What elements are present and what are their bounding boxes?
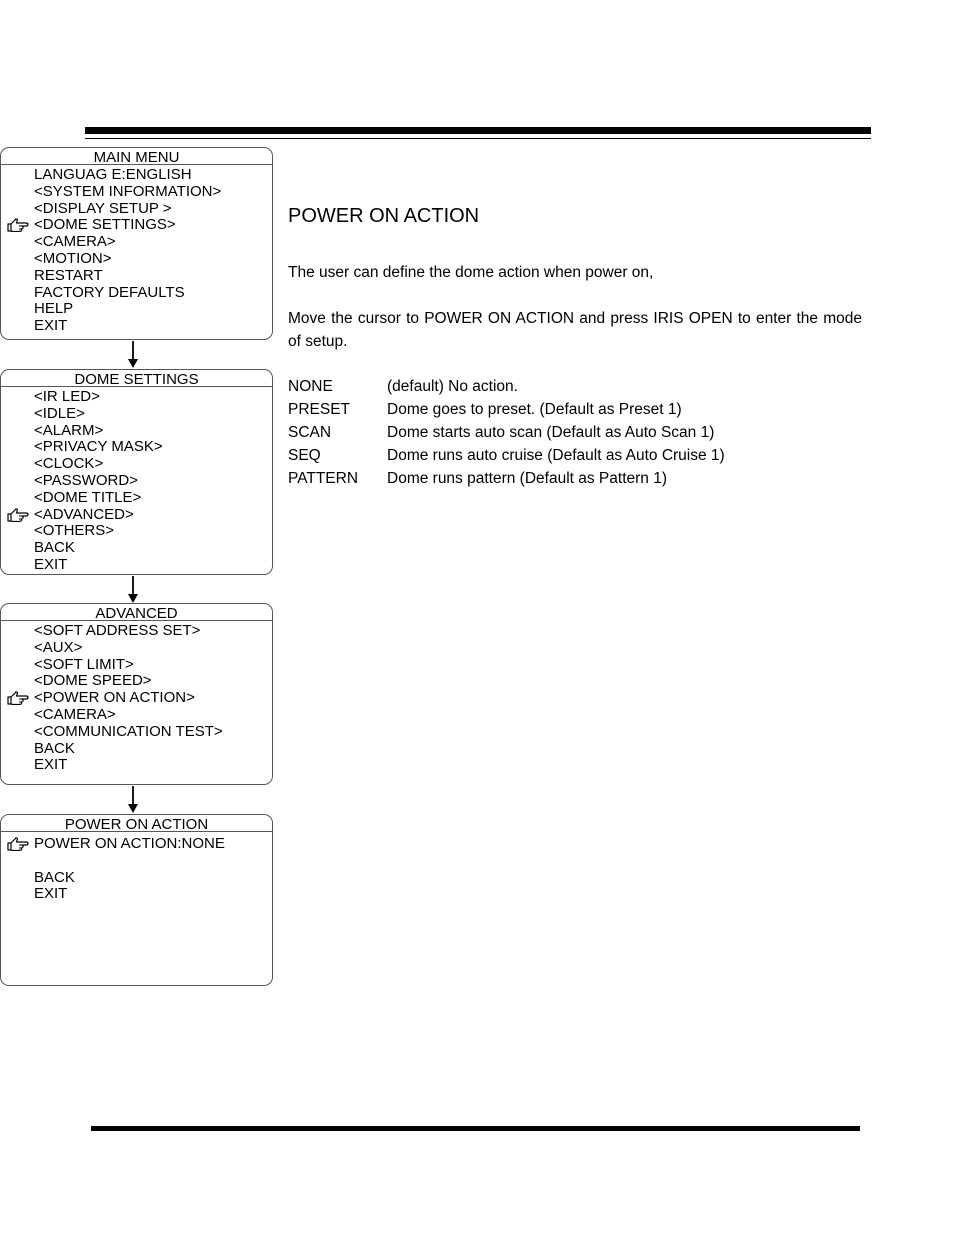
menu-item-label: <CAMERA> (34, 705, 116, 723)
menu-item-label: <ALARM> (34, 421, 104, 439)
advanced-menu-box (0, 603, 273, 785)
option-key: PATTERN (288, 470, 359, 487)
section-heading: POWER ON ACTION (288, 205, 480, 227)
menu-item[interactable] (34, 455, 272, 472)
footer-rule (91, 1126, 860, 1131)
menu-item-label: <SOFT LIMIT> (34, 655, 134, 673)
instruction-paragraph: Move the cursor to POWER ON ACTION and press IRIS OPEN to enter the mode of setup. (288, 310, 862, 350)
menu-item[interactable] (34, 869, 272, 886)
menu-item[interactable] (34, 539, 272, 556)
menu-item[interactable] (34, 405, 272, 422)
pointing-hand-icon (7, 837, 29, 851)
menu-item[interactable] (34, 723, 272, 740)
menu-item-label: EXIT (34, 885, 68, 903)
menu-item[interactable] (34, 522, 272, 539)
menu-item[interactable] (34, 672, 272, 689)
dome-settings-menu-box (0, 369, 273, 575)
pointing-hand-icon (7, 218, 29, 232)
menu-item[interactable] (34, 656, 272, 673)
power-on-action-menu-box (0, 814, 273, 986)
menu-item-label: <CLOCK> (34, 455, 104, 473)
menu-item-label: POWER ON ACTION:NONE (34, 835, 225, 852)
menu-item[interactable] (34, 622, 272, 639)
option-description: Dome runs pattern (Default as Pattern 1) (387, 470, 667, 487)
menu-item-label: <POWER ON ACTION> (34, 689, 195, 707)
menu-item-label: RESTART (34, 266, 103, 284)
menu-item[interactable] (34, 472, 272, 489)
option-key: NONE (288, 378, 333, 395)
menu-item[interactable] (34, 216, 272, 233)
menu-item-label: <DOME SETTINGS> (34, 216, 176, 234)
option-row (288, 467, 667, 490)
menu-item[interactable] (34, 233, 272, 250)
option-row (288, 398, 682, 421)
menu-item-label: <DOME TITLE> (34, 488, 142, 506)
intro-paragraph: The user can define the dome action when power on, (288, 264, 654, 281)
menu-item[interactable] (34, 183, 272, 200)
option-description: (default) No action. (387, 378, 518, 395)
option-description: Dome starts auto scan (Default as Auto Scan 1) (387, 424, 715, 441)
arrow-down-icon (127, 786, 139, 814)
menu-item[interactable] (34, 388, 272, 405)
menu-item-label: <DISPLAY SETUP > (34, 199, 172, 217)
menu-item-label: <COMMUNICATION TEST> (34, 722, 223, 740)
menu-item-label: EXIT (34, 317, 68, 335)
menu-item[interactable] (34, 438, 272, 455)
menu-item[interactable] (34, 756, 272, 773)
menu-item[interactable] (34, 267, 272, 284)
menu-item-label: <SOFT ADDRESS SET> (34, 622, 201, 639)
menu-item-label: EXIT (34, 756, 68, 774)
menu-item-label: LANGUAG E:ENGLISH (34, 166, 192, 183)
option-key: SCAN (288, 424, 332, 441)
pointing-hand-icon (7, 691, 29, 705)
option-row (288, 444, 725, 467)
menu-item-label: FACTORY DEFAULTS (34, 283, 185, 301)
menu-item-label: BACK (34, 739, 75, 757)
menu-item-label: <PRIVACY MASK> (34, 438, 163, 456)
menu-item-label: <AUX> (34, 638, 83, 656)
menu-item-label: BACK (34, 539, 75, 557)
option-key: SEQ (288, 447, 321, 464)
menu-item-label: HELP (34, 300, 74, 318)
menu-item-label: EXIT (34, 555, 68, 573)
menu-item[interactable] (34, 689, 272, 706)
menu-item-label: <IR LED> (34, 388, 100, 405)
menu-item-label: <SYSTEM INFORMATION> (34, 182, 222, 200)
arrow-down-icon (127, 576, 139, 604)
arrow-down-icon (127, 341, 139, 369)
menu-item[interactable] (34, 166, 272, 183)
menu-item[interactable] (34, 835, 272, 852)
menu-spacer (34, 852, 272, 869)
menu-item-label: <IDLE> (34, 404, 85, 422)
menu-item-label: BACK (34, 868, 75, 886)
menu-item-label: <CAMERA> (34, 233, 116, 251)
menu-item[interactable] (34, 740, 272, 757)
menu-item[interactable] (34, 200, 272, 217)
menu-item[interactable] (34, 885, 272, 902)
menu-item[interactable] (34, 489, 272, 506)
menu-item-label: <OTHERS> (34, 522, 115, 540)
menu-item[interactable] (34, 284, 272, 301)
menu-item-label: <PASSWORD> (34, 471, 138, 489)
menu-title: ADVANCED (1, 604, 272, 621)
menu-item-label: <ADVANCED> (34, 505, 134, 523)
menu-item[interactable] (34, 300, 272, 317)
pointing-hand-icon (7, 508, 29, 522)
option-row (288, 421, 714, 444)
header-rule-thin (85, 138, 871, 139)
menu-item-label: <MOTION> (34, 249, 112, 267)
menu-item[interactable] (34, 706, 272, 723)
menu-item[interactable] (34, 639, 272, 656)
menu-item[interactable] (34, 506, 272, 523)
main-menu-box (0, 147, 273, 340)
menu-title: MAIN MENU (1, 148, 272, 165)
option-key: PRESET (288, 401, 351, 418)
menu-item[interactable] (34, 250, 272, 267)
menu-item[interactable] (34, 317, 272, 334)
header-rule-thick (85, 127, 871, 134)
menu-item[interactable] (34, 422, 272, 439)
menu-item-label: <DOME SPEED> (34, 672, 152, 690)
menu-title: POWER ON ACTION (1, 815, 272, 832)
option-description: Dome goes to preset. (Default as Preset 1) (387, 401, 682, 418)
menu-item[interactable] (34, 556, 272, 573)
option-row (288, 375, 518, 398)
option-description: Dome runs auto cruise (Default as Auto Cruise 1) (387, 447, 725, 464)
menu-title: DOME SETTINGS (1, 370, 272, 387)
